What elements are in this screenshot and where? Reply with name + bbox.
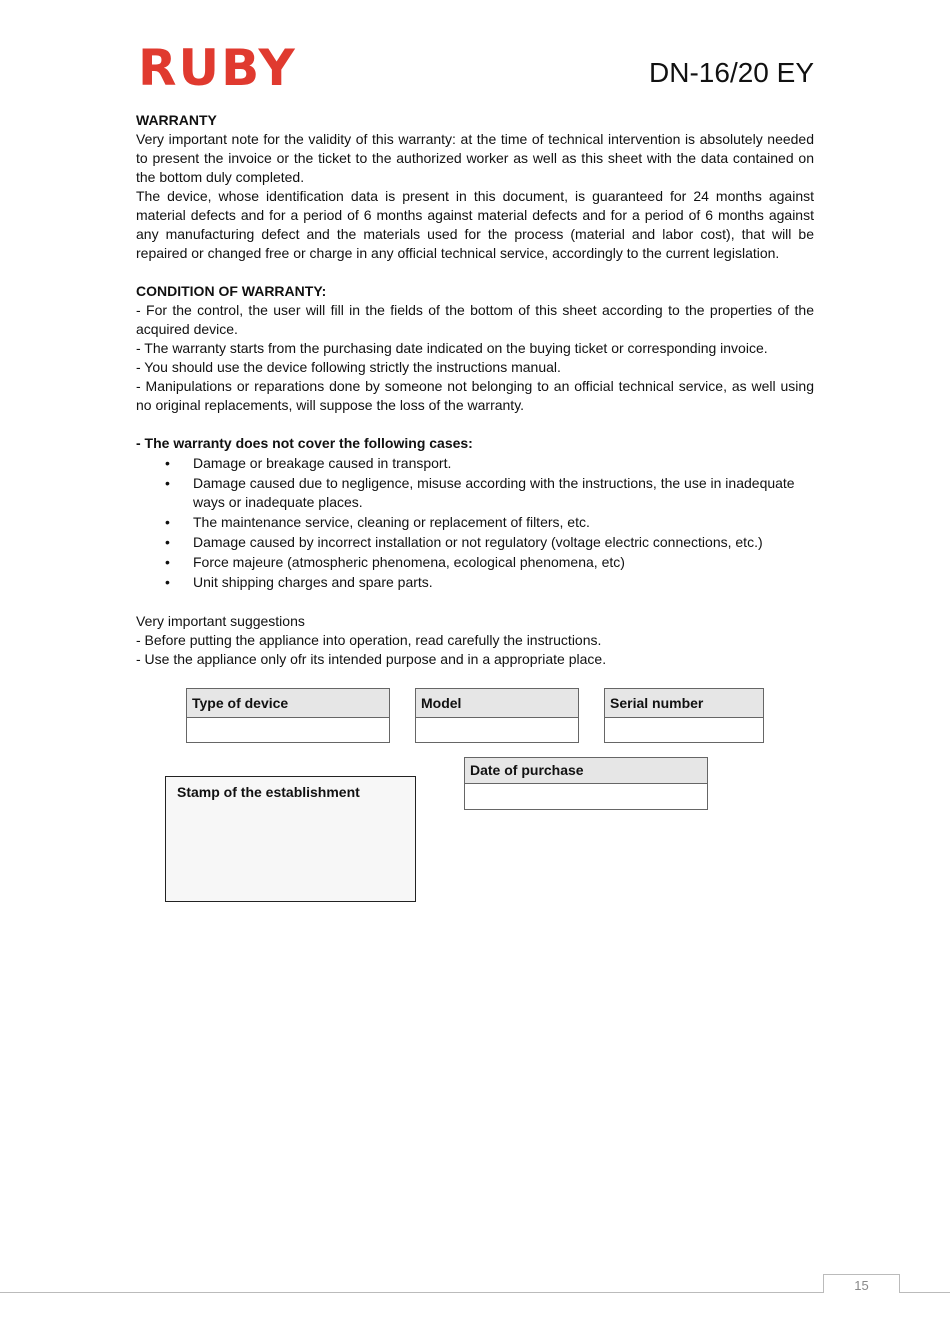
suggestions-heading: Very important suggestions (136, 613, 305, 629)
list-item-text: Unit shipping charges and spare parts. (193, 574, 433, 590)
suggestion-item: - Before putting the appliance into operation, read carefully the instructions. (136, 632, 602, 648)
model-code: DN-16/20 EY (649, 57, 814, 88)
stamp-label: Stamp of the establishment (177, 784, 360, 800)
serial-number-label: Serial number (605, 689, 763, 718)
list-item (136, 474, 814, 512)
condition-item: - You should use the device following strictly the instructions manual. (136, 359, 561, 375)
exclusions-heading: - The warranty does not cover the following cases: (136, 435, 473, 451)
condition-item: - Manipulations or reparations done by someone not belonging to an official technical service, as well using no original replacements, will suppose the loss of the warranty. (136, 378, 814, 413)
warranty-paragraph-1: Very important note for the validity of this warranty: at the time of technical intervention is absolutely needed to present the invoice or the ticket to the authorized worker as well as this sheet with the data contained on the bottom duly completed. (136, 131, 814, 185)
exclusions-list (136, 454, 814, 592)
list-item-text: Damage caused due to negligence, misuse according with the instructions, the use in inadequate ways or inadequate places. (193, 475, 795, 510)
list-item (136, 573, 814, 592)
document-body (136, 111, 814, 669)
serial-number-field[interactable] (605, 718, 763, 742)
date-of-purchase-field[interactable] (465, 784, 707, 809)
stamp-box (165, 776, 416, 902)
bullet-icon: • (165, 574, 170, 590)
list-item (136, 553, 814, 572)
model-label: Model (416, 689, 578, 718)
list-item (136, 533, 814, 552)
model-field[interactable] (416, 718, 578, 742)
type-of-device-field[interactable] (187, 718, 389, 742)
bullet-icon: • (165, 534, 170, 550)
bullet-icon: • (165, 475, 170, 491)
list-item (136, 513, 814, 532)
page-number: 15 (823, 1274, 900, 1293)
condition-item: - For the control, the user will fill in the fields of the bottom of this sheet according to the properties of the acquired device. (136, 302, 814, 337)
date-of-purchase-box (464, 757, 708, 810)
date-of-purchase-label: Date of purchase (465, 758, 707, 784)
list-item-text: The maintenance service, cleaning or replacement of filters, etc. (193, 514, 590, 530)
footer-divider (0, 1292, 950, 1293)
warranty-heading: WARRANTY (136, 112, 217, 128)
type-of-device-label: Type of device (187, 689, 389, 718)
conditions-heading: CONDITION OF WARRANTY: (136, 283, 327, 299)
suggestion-item: - Use the appliance only ofr its intended purpose and in a appropriate place. (136, 651, 607, 667)
condition-item: - The warranty starts from the purchasing date indicated on the buying ticket or corresponding invoice. (136, 340, 768, 356)
list-item (136, 454, 814, 473)
bullet-icon: • (165, 514, 170, 530)
ruby-logo: RUBY (138, 39, 297, 97)
warranty-paragraph-2: The device, whose identification data is present in this document, is guaranteed for 24 months against material defects and for a period of 6 months against material defects and for a period of 6 months against any manufacturing defect and the materials used for the process (material and labor cost), that will be repaired or changed free or charge in any official technical service, accordingly to the current legislation. (136, 188, 814, 261)
model-box (415, 688, 579, 743)
bullet-icon: • (165, 455, 170, 471)
list-item-text: Damage or breakage caused in transport. (193, 455, 452, 471)
list-item-text: Force majeure (atmospheric phenomena, ecological phenomena, etc) (193, 554, 625, 570)
serial-number-box (604, 688, 764, 743)
bullet-icon: • (165, 554, 170, 570)
type-of-device-box (186, 688, 390, 743)
list-item-text: Damage caused by incorrect installation or not regulatory (voltage electric connections, etc.) (193, 534, 763, 550)
